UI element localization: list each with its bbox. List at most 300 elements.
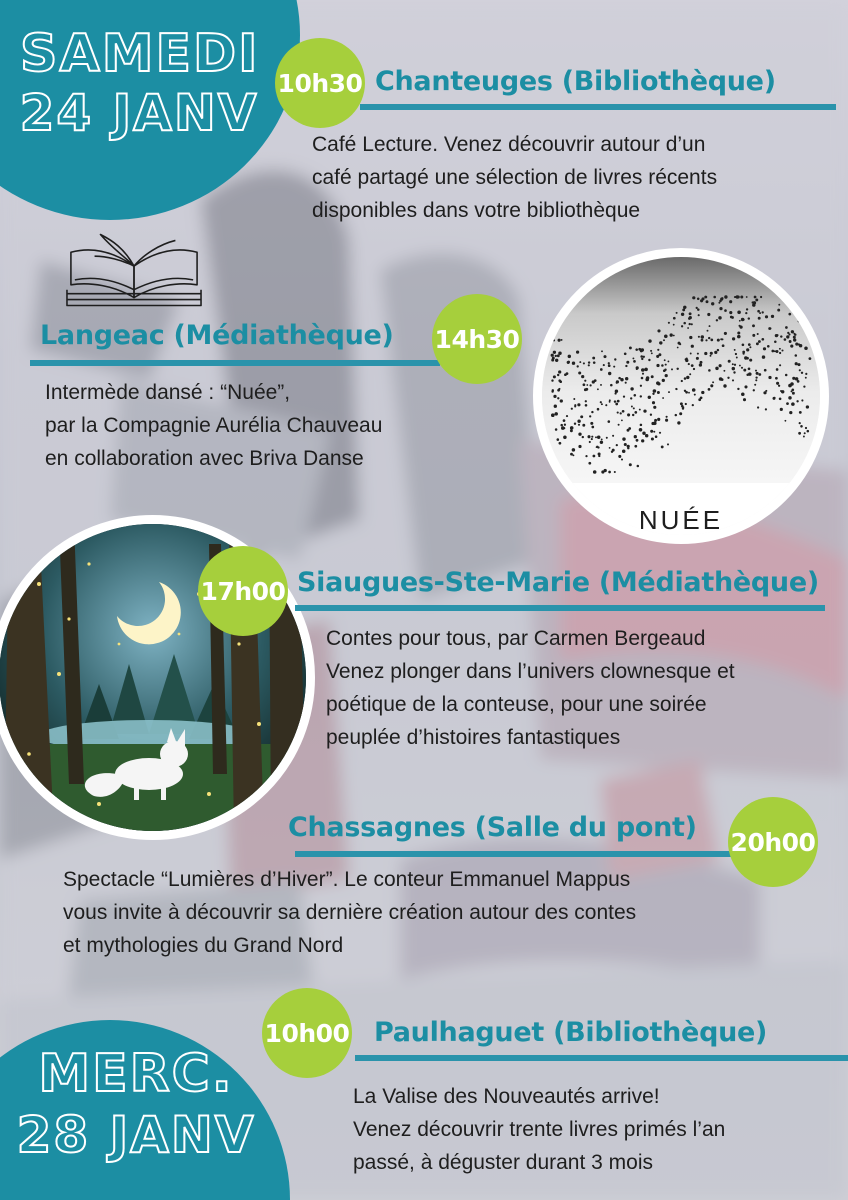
bird-dot — [681, 325, 683, 327]
bird-dot — [793, 336, 796, 339]
rule-event4 — [295, 851, 740, 857]
bird-dot — [551, 354, 554, 357]
bird-dot — [729, 311, 732, 314]
bird-dot — [676, 312, 678, 314]
bird-dot — [736, 295, 739, 298]
bird-dot — [644, 368, 648, 372]
bird-dot — [608, 372, 611, 375]
bird-dot — [551, 413, 555, 417]
bird-dot — [595, 436, 597, 438]
bird-dot — [608, 420, 611, 423]
bird-dot — [809, 357, 812, 360]
bird-dot — [570, 429, 573, 432]
bird-dot — [591, 438, 593, 440]
bird-dot — [627, 413, 630, 416]
bird-dot — [618, 424, 620, 426]
bird-dot — [632, 357, 634, 359]
bird-dot — [746, 308, 748, 310]
bird-dot — [552, 332, 554, 334]
bird-dot — [622, 437, 625, 440]
bird-dot — [648, 396, 651, 399]
bird-dot — [722, 344, 725, 347]
bird-dot — [656, 355, 659, 358]
bird-dot — [665, 374, 668, 377]
bird-dot — [567, 361, 570, 364]
bird-dot — [761, 338, 764, 341]
bird-dot — [745, 312, 747, 314]
bird-dot — [806, 405, 809, 408]
bird-dot — [577, 419, 580, 422]
bird-dot — [798, 432, 801, 435]
rule-event5 — [355, 1055, 848, 1061]
bird-dot — [780, 335, 782, 337]
bird-dot — [555, 428, 558, 431]
time-badge-event4: 20h00 — [728, 797, 818, 887]
bird-dot — [592, 357, 595, 360]
bird-dot — [598, 452, 601, 455]
bird-dot — [786, 402, 789, 405]
bird-dot — [754, 296, 756, 298]
bird-dot — [585, 404, 588, 407]
bird-dot — [585, 400, 587, 402]
bird-dot — [705, 339, 707, 341]
bird-dot — [758, 317, 761, 320]
bird-dot — [734, 364, 736, 366]
bird-dot — [704, 296, 707, 299]
bird-dot — [590, 422, 593, 425]
bird-dot — [666, 416, 668, 418]
bird-dot — [775, 377, 778, 380]
nuee-logo: NUÉE — [638, 505, 724, 535]
bird-dot — [717, 349, 719, 351]
bird-dot — [719, 300, 722, 303]
desc-event2 — [45, 376, 475, 475]
bird-dot — [764, 369, 767, 372]
bird-dot — [600, 368, 603, 371]
bird-dot — [700, 361, 703, 364]
bird-dot — [563, 436, 567, 440]
bird-dot — [788, 384, 792, 388]
bird-dot — [588, 361, 590, 363]
bird-dot — [742, 343, 745, 346]
bird-dot — [591, 436, 593, 438]
bird-dot — [675, 414, 677, 416]
bird-dot — [777, 309, 780, 312]
bird-dot — [585, 455, 587, 457]
bird-dot — [659, 341, 662, 344]
bird-dot — [570, 426, 574, 430]
time-badge-event1: 10h30 — [275, 38, 365, 128]
bird-dot — [779, 364, 781, 366]
bird-dot — [557, 354, 560, 357]
bird-dot — [805, 427, 807, 429]
bird-dot — [650, 430, 653, 433]
bird-dot — [613, 366, 615, 368]
bird-dot — [692, 296, 695, 299]
bird-dot — [636, 368, 638, 370]
bird-dot — [679, 412, 682, 415]
bird-dot — [721, 378, 724, 381]
bird-dot — [732, 367, 735, 370]
bird-dot — [706, 300, 709, 303]
bird-dot — [603, 364, 605, 366]
bird-dot — [754, 384, 756, 386]
bird-dot — [801, 399, 803, 401]
bird-dot — [710, 355, 712, 357]
bird-dot — [677, 421, 680, 424]
bird-dot — [734, 349, 736, 351]
bird-dot — [608, 364, 611, 367]
bird-dot — [733, 371, 735, 373]
bird-dot — [799, 422, 801, 424]
rule-event1 — [360, 104, 836, 110]
bird-dot — [625, 365, 627, 367]
bird-dot — [551, 359, 554, 362]
bird-dot — [737, 311, 741, 315]
time-badge-event5: 10h00 — [262, 988, 352, 1078]
bird-dot — [681, 380, 683, 382]
bird-dot — [727, 377, 729, 379]
bird-dot — [757, 406, 759, 408]
bird-dot — [786, 335, 789, 338]
bird-dot — [553, 395, 556, 398]
bird-dot — [664, 359, 666, 361]
bird-dot — [673, 324, 675, 326]
bird-dot — [667, 443, 669, 445]
bird-dot — [805, 377, 807, 379]
bird-dot — [591, 426, 594, 429]
bird-dot — [639, 428, 643, 432]
bird-dot — [743, 369, 746, 372]
bird-dot — [743, 319, 745, 321]
desc-event3 — [326, 622, 826, 754]
bird-dot — [625, 382, 627, 384]
bird-dot — [710, 384, 713, 387]
bird-dot — [798, 320, 800, 322]
bird-dot — [748, 343, 751, 346]
desc-event3-line2: Venez plonger dans l’univers clownesque et — [326, 660, 735, 683]
bird-dot — [752, 303, 755, 306]
bird-dot — [605, 404, 607, 406]
bird-dot — [559, 442, 562, 445]
bird-dot — [729, 300, 732, 303]
bird-dot — [721, 297, 723, 299]
venue-event2: Langeac (Médiathèque) — [40, 320, 394, 351]
bird-dot — [753, 389, 755, 391]
bird-dot — [793, 338, 796, 341]
bird-dot — [792, 392, 795, 395]
bird-dot — [807, 430, 810, 433]
bird-dot — [620, 412, 622, 414]
bird-dot — [710, 352, 713, 355]
bird-dot — [688, 317, 691, 320]
bird-dot — [642, 431, 645, 434]
bird-dot — [629, 463, 632, 466]
bird-dot — [553, 339, 555, 341]
desc-event5-line2: Venez découvrir trente livres primés l’an — [353, 1118, 726, 1141]
bird-dot — [626, 361, 629, 364]
bird-dot — [776, 334, 778, 336]
bird-dot — [630, 397, 632, 399]
venue-event4: Chassagnes (Salle du pont) — [288, 812, 697, 843]
bird-dot — [581, 375, 584, 378]
open-book-icon — [65, 230, 203, 310]
bird-dot — [609, 447, 611, 449]
bird-dot — [589, 415, 591, 417]
bird-dot — [781, 349, 783, 351]
bird-dot — [624, 352, 627, 355]
bird-dot — [641, 358, 643, 360]
bird-dot — [662, 379, 665, 382]
bird-dot — [748, 317, 750, 319]
bird-dot — [676, 388, 678, 390]
bird-dot — [668, 322, 670, 324]
bird-dot — [557, 397, 559, 399]
bird-dot — [685, 391, 688, 394]
bird-dot — [701, 391, 704, 394]
bird-dot — [715, 367, 718, 370]
bird-dot — [652, 401, 655, 404]
bird-dot — [578, 424, 580, 426]
bird-dot — [673, 335, 675, 337]
bird-dot — [648, 339, 651, 342]
bird-dot — [795, 362, 798, 365]
bird-dot — [732, 379, 734, 381]
bird-dot — [724, 309, 727, 312]
bird-dot — [741, 393, 745, 397]
time-badge-event3: 17h00 — [198, 546, 288, 636]
bird-dot — [801, 372, 803, 374]
bird-dot — [746, 348, 749, 351]
bird-dot — [640, 385, 642, 387]
bird-dot — [736, 357, 738, 359]
bird-dot — [792, 389, 795, 392]
bird-dot — [797, 363, 800, 366]
bird-dot — [557, 374, 559, 376]
bird-dot — [723, 370, 725, 372]
bird-dot — [657, 391, 660, 394]
bird-dot — [561, 426, 565, 430]
bird-dot — [752, 324, 755, 327]
bird-dot — [559, 380, 562, 383]
bird-dot — [553, 351, 556, 354]
bird-dot — [617, 412, 619, 414]
bird-dot — [663, 369, 666, 372]
bird-dot — [621, 420, 623, 422]
bird-dot — [697, 308, 700, 311]
bird-dot — [689, 373, 691, 375]
bird-dot — [685, 359, 688, 362]
bird-dot — [756, 342, 759, 345]
bird-dot — [564, 424, 566, 426]
bird-dot — [652, 393, 654, 395]
bird-dot — [588, 462, 591, 465]
bird-dot — [681, 313, 684, 316]
bird-dot — [691, 345, 694, 348]
bird-dot — [615, 403, 618, 406]
desc-event2-line3: en collaboration avec Briva Danse — [45, 447, 364, 470]
bird-dot — [577, 403, 580, 406]
rule-event2 — [30, 360, 440, 366]
bird-dot — [612, 435, 614, 437]
bird-dot — [551, 390, 553, 392]
bird-dot — [614, 358, 616, 360]
bird-dot — [739, 320, 741, 322]
bird-dot — [763, 391, 766, 394]
bird-dot — [593, 361, 596, 364]
bird-dot — [597, 435, 600, 438]
bird-dot — [779, 352, 781, 354]
bird-dot — [610, 384, 613, 387]
bird-dot — [796, 400, 798, 402]
bird-dot — [636, 439, 639, 442]
bird-dot — [641, 439, 644, 442]
bird-dot — [776, 382, 779, 385]
bird-dot — [767, 345, 770, 348]
bird-dot — [596, 446, 598, 448]
bird-dot — [692, 404, 694, 406]
bird-dot — [685, 403, 687, 405]
bird-dot — [771, 350, 774, 353]
bird-dot — [574, 422, 576, 424]
bird-dot — [551, 323, 554, 326]
bird-dot — [746, 357, 749, 360]
bird-dot — [789, 340, 792, 343]
bird-dot — [557, 438, 560, 441]
bird-dot — [708, 337, 710, 339]
bird-dot — [622, 410, 625, 413]
desc-event4 — [63, 863, 803, 962]
bird-dot — [743, 353, 745, 355]
bird-dot — [634, 435, 637, 438]
bird-dot — [589, 441, 591, 443]
bird-dot — [769, 327, 771, 329]
bird-dot — [582, 436, 584, 438]
bird-dot — [635, 348, 638, 351]
bird-dot — [743, 398, 746, 401]
bird-dot — [671, 368, 673, 370]
bird-dot — [608, 471, 611, 474]
bird-dot — [558, 339, 561, 342]
bird-dot — [699, 363, 702, 366]
bird-dot — [793, 333, 795, 335]
bird-dot — [633, 360, 636, 363]
bird-flock-image — [542, 257, 820, 535]
bird-dot — [557, 389, 560, 392]
bird-dot — [593, 470, 597, 474]
bird-dot — [583, 362, 585, 364]
bird-dot — [614, 392, 616, 394]
bird-dot — [653, 422, 657, 426]
bird-dot — [771, 315, 774, 318]
bird-dot — [682, 407, 684, 409]
bird-dot — [603, 355, 606, 358]
bird-dot — [708, 388, 711, 391]
bird-dot — [640, 349, 643, 352]
bird-dot — [657, 418, 660, 421]
bird-dot — [611, 451, 613, 453]
bird-dot — [616, 444, 618, 446]
bird-dot — [768, 376, 771, 379]
bird-dot — [604, 469, 607, 472]
venue-event5: Paulhaguet (Bibliothèque) — [374, 1017, 768, 1048]
bird-dot — [591, 411, 593, 413]
bird-dot — [755, 379, 757, 381]
bird-dot — [804, 346, 808, 350]
bird-dot — [762, 311, 764, 313]
date-day1-line2: 24 JANV — [19, 84, 259, 142]
bird-dot — [600, 441, 603, 444]
bird-dot — [698, 314, 700, 316]
bird-dot — [780, 390, 782, 392]
bird-dot — [656, 381, 660, 385]
bird-dot — [608, 362, 610, 364]
bird-dot — [717, 339, 720, 342]
bird-dot — [643, 356, 645, 358]
bird-dot — [704, 352, 707, 355]
bird-dot — [601, 403, 603, 405]
bird-dot — [615, 389, 618, 392]
bird-dot — [600, 401, 602, 403]
bird-dot — [661, 445, 664, 448]
bird-dot — [597, 408, 600, 411]
bird-dot — [677, 347, 679, 349]
bird-dot — [641, 377, 644, 380]
bird-dot — [790, 345, 793, 348]
bird-dot — [580, 415, 583, 418]
bird-dot — [718, 316, 721, 319]
nuee-photo — [533, 248, 829, 544]
bird-dot — [683, 306, 686, 309]
bird-dot — [553, 375, 556, 378]
bird-dot — [787, 332, 789, 334]
desc-event1-line2: café partagé une sélection de livres récents — [312, 166, 718, 189]
bird-dot — [735, 353, 737, 355]
bird-dot — [646, 376, 650, 380]
bird-dot — [762, 355, 765, 358]
bird-dot — [558, 370, 561, 373]
bird-dot — [679, 343, 681, 345]
bird-dot — [651, 437, 654, 440]
bird-dot — [741, 367, 743, 369]
bird-dot — [755, 370, 757, 372]
bird-dot — [788, 396, 791, 399]
bird-dot — [778, 385, 780, 387]
bird-dot — [582, 424, 585, 427]
bird-dot — [713, 296, 716, 299]
bird-dot — [776, 350, 779, 353]
bird-dot — [740, 296, 743, 299]
bird-dot — [701, 335, 704, 338]
bird-dot — [752, 334, 755, 337]
bird-dot — [645, 434, 648, 437]
bird-dot — [653, 431, 655, 433]
bird-dot — [650, 350, 652, 352]
bird-dot — [687, 327, 689, 329]
bird-dot — [732, 363, 734, 365]
bird-dot — [667, 360, 669, 362]
bird-dot — [601, 350, 603, 352]
bird-dot — [566, 372, 569, 375]
bird-dot — [690, 353, 692, 355]
bird-dot — [579, 361, 581, 363]
bird-dot — [763, 347, 766, 350]
bird-dot — [744, 385, 747, 388]
bird-dot — [616, 380, 619, 383]
bird-dot — [563, 419, 566, 422]
bird-dot — [774, 341, 777, 344]
bird-dot — [592, 380, 595, 383]
